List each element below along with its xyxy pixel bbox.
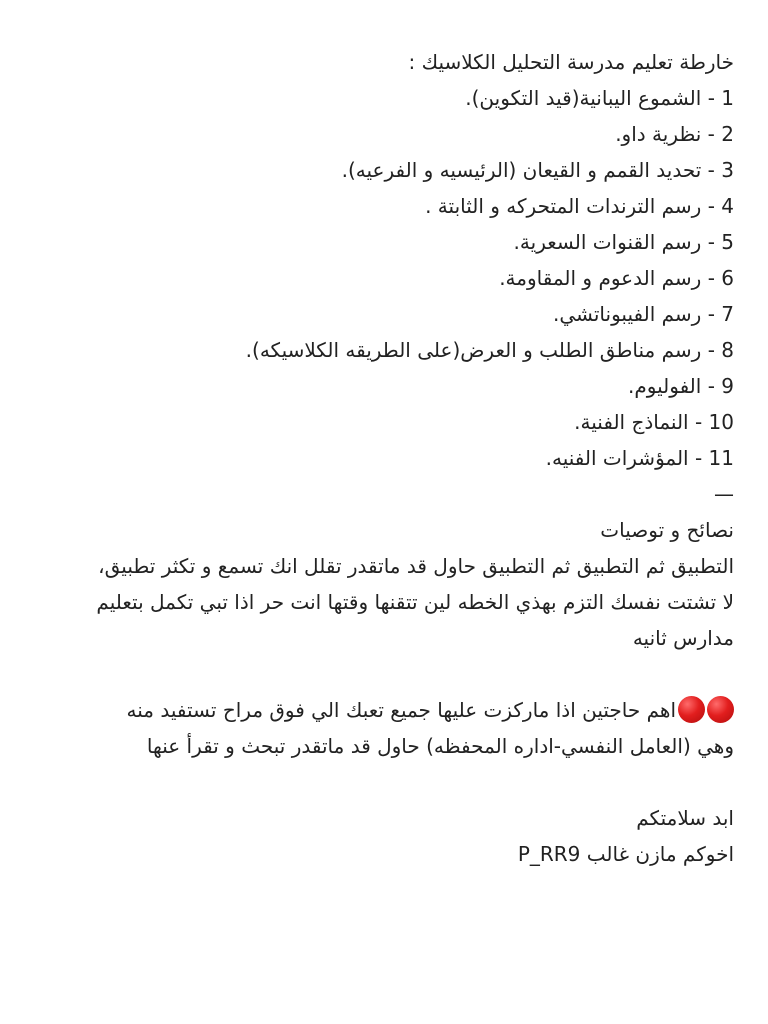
list-item: 5 - رسم القنوات السعرية. bbox=[513, 230, 734, 254]
separator: — bbox=[714, 482, 734, 506]
advice-line: لا تشتت نفسك التزم بهذي الخطه لين تتقنها وقتها انت حر اذا تبي تكمل بتعليم bbox=[96, 590, 734, 614]
list-item: 6 - رسم الدعوم و المقاومة. bbox=[499, 266, 734, 290]
document-body bbox=[34, 44, 734, 872]
closing-greeting: ابد سلامتكم bbox=[636, 806, 734, 830]
red-circle-icon bbox=[678, 696, 705, 723]
list-item: 10 - النماذج الفنية. bbox=[574, 410, 734, 434]
list-item: 9 - الفوليوم. bbox=[628, 374, 734, 398]
spacer bbox=[34, 656, 734, 692]
important-note-line: وهي (العامل النفسي-اداره المحفظه) حاول قد ماتقدر تبحث و تقرأ عنها bbox=[146, 734, 734, 758]
advice-line: التطبيق ثم التطبيق ثم التطبيق حاول قد ماتقدر تقلل انك تسمع و تكثر تطبيق، bbox=[98, 554, 734, 578]
list-item: 7 - رسم الفيبوناتشي. bbox=[552, 302, 734, 326]
signature: اخوكم مازن غالب P_RR9 bbox=[517, 842, 734, 866]
important-text: اهم حاجتين اذا ماركزت عليها جميع تعبك الي فوق مراح تستفيد منه bbox=[126, 698, 676, 722]
list-item: 8 - رسم مناطق الطلب و العرض(على الطريقه الكلاسيكه). bbox=[245, 338, 734, 362]
list-item: 11 - المؤشرات الفنيه. bbox=[545, 446, 734, 470]
advice-line: مدارس ثانيه bbox=[632, 626, 734, 650]
document-title: خارطة تعليم مدرسة التحليل الكلاسيك : bbox=[408, 50, 734, 74]
list-item: 3 - تحديد القمم و القيعان (الرئيسيه و الفرعيه). bbox=[341, 158, 734, 182]
spacer bbox=[34, 764, 734, 800]
advice-heading: نصائح و توصيات bbox=[600, 518, 734, 542]
important-note bbox=[34, 692, 734, 728]
list-item: 4 - رسم الترندات المتحركه و الثابتة . bbox=[425, 194, 734, 218]
red-circle-icon bbox=[707, 696, 734, 723]
list-item: 1 - الشموع اليبانية(قيد التكوين). bbox=[465, 86, 734, 110]
list-item: 2 - نظرية داو. bbox=[615, 122, 734, 146]
